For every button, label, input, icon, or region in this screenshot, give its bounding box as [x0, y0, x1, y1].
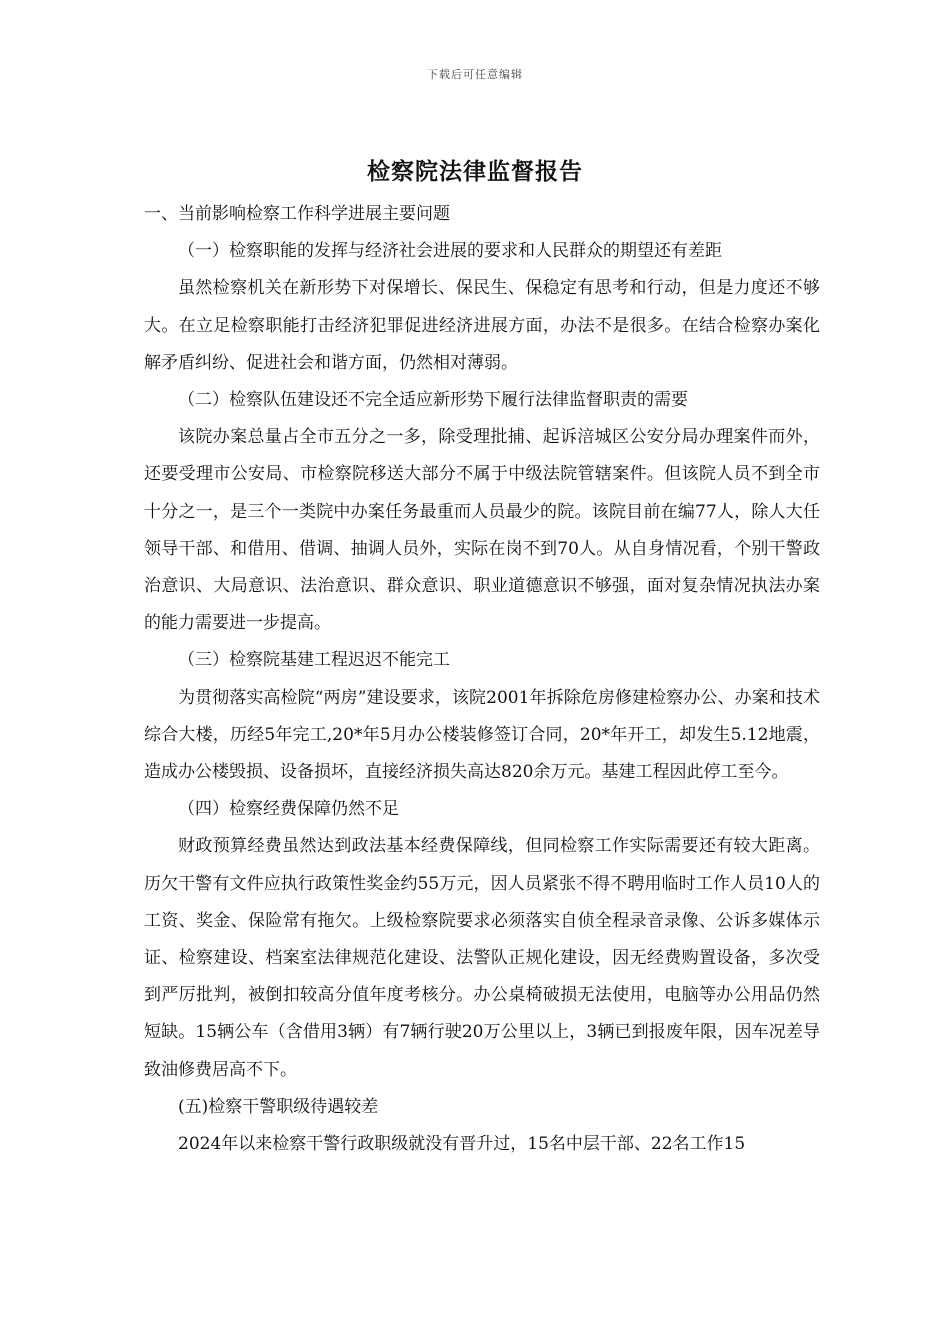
- subsection-heading: （一）检察职能的发挥与经济社会进展的要求和人民群众的期望还有差距: [178, 241, 722, 262]
- paragraph: 2024年以来检察干警行政职级就没有晋升过，15名中层干部、22名工作15: [178, 1134, 746, 1155]
- subsection-heading: （四）检察经费保障仍然不足: [178, 799, 399, 820]
- header-note: 下载后可任意编辑: [427, 68, 523, 81]
- document-title: 检察院法律监督报告: [367, 158, 583, 185]
- paragraph: 该院办案总量占全市五分之一多，除受理批捕、起诉涪城区公安分局办理案件而外，还要受理市公安局、市检察院移送大部分不属于中级法院管辖案件。但该院人员不到全市十分之一，是三个一类院中办案任务最重而人员最少的院。该院目前在编77人，除人大任领导干部、和借用、借调、抽调人员外，实际在岗不到70人。从自身情况看，个别干警政治意识、大局意识、法治意识、群众意识、职业道德意识不够强，面对复杂情况执法办案的能力需要进一步提高。: [144, 427, 820, 634]
- subsection-heading: （三）检察院基建工程迟迟不能完工: [178, 650, 450, 671]
- subsection-heading: （二）检察队伍建设还不完全适应新形势下履行法律监督职责的需要: [178, 390, 688, 411]
- subsection-heading: (五)检察干警职级待遇较差: [178, 1096, 379, 1117]
- paragraph: 为贯彻落实高检院“两房”建设要求，该院2001年拆除危房修建检察办公、办案和技术综合大楼，历经5年完工,20*年5月办公楼装修签订合同，20*年开工，却发生5.12地震，造成办公楼毁损、设备损坏，直接经济损失高达820余万元。基建工程因此停工至今。: [144, 687, 820, 783]
- document-body: [144, 196, 820, 1163]
- section-heading: 一、当前影响检察工作科学进展主要问题: [144, 204, 450, 224]
- paragraph: 财政预算经费虽然达到政法基本经费保障线，但同检察工作实际需要还有较大距离。历欠干警有文件应执行政策性奖金约55万元，因人员紧张不得不聘用临时工作人员10人的工资、奖金、保险常有拖欠。上级检察院要求必须落实自侦全程录音录像、公诉多媒体示证、检察建设、档案室法律规范化建设、法警队正规化建设，因无经费购置设备，多次受到严厉批判，被倒扣较高分值年度考核分。办公桌椅破损无法使用，电脑等办公用品仍然短缺。15辆公车（含借用3辆）有7辆行驶20万公里以上，3辆已到报废年限，因车况差导致油修费居高不下。: [144, 836, 820, 1080]
- paragraph: 虽然检察机关在新形势下对保增长、保民生、保稳定有思考和行动，但是力度还不够大。在立足检察职能打击经济犯罪促进经济进展方面，办法不是很多。在结合检察办案化解矛盾纠纷、促进社会和谐方面，仍然相对薄弱。: [144, 278, 820, 373]
